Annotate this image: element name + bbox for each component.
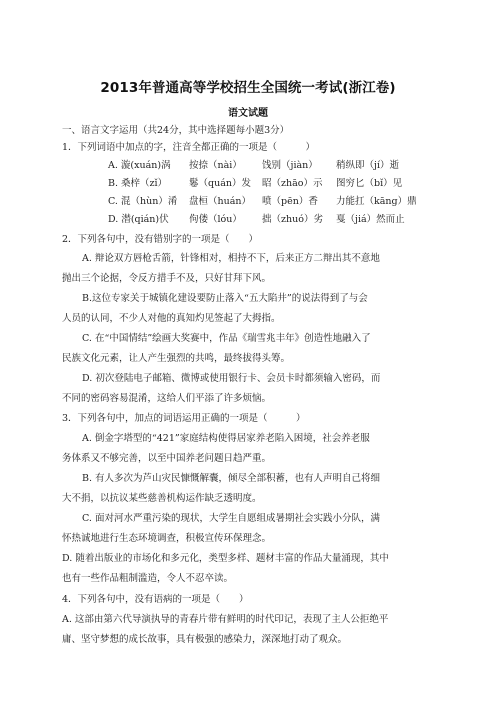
q3-option-b-line2: 大不捐，以抗议某些慈善机构运作缺乏透明度。 bbox=[62, 493, 262, 504]
q2-option-c-line1: C. 在“中国情结”绘画大奖赛中，作品《瑞雪兆丰年》创造性地融入了 bbox=[82, 333, 371, 344]
q2-option-b-line2: 人员的认同，不少人对他的真知灼见签起了大拇指。 bbox=[62, 313, 281, 324]
document-title: 2013年普通高等学校招生全国统一考试(浙江卷) bbox=[100, 80, 396, 96]
q2-option-d-line1: D. 初次登陆电子邮箱、微博或使用银行卡、会员卡时都须输入密码，而 bbox=[82, 373, 381, 384]
q2-option-c-line2: 民族文化元素，让人产生强烈的共鸣，最终拔得头筹。 bbox=[62, 353, 291, 364]
q3-option-d-line2: 也有一些作品粗制滥造，令人不忍卒读。 bbox=[62, 573, 234, 584]
q1-c-word2: 盘桓（huán） bbox=[189, 196, 252, 207]
q3-option-a-line2: 务体系又不够完善，以至中国养老问题日趋严重。 bbox=[62, 453, 272, 464]
q1-b-word2: 鬈（quán）发 bbox=[189, 178, 251, 189]
q1-option-row-a bbox=[0, 159, 496, 173]
q3-option-a-line1: A. 倒金字塔型的“421”家庭结构使得居家养老陷入困境，社会养老服 bbox=[82, 433, 370, 444]
q1-option-row-b bbox=[0, 177, 496, 191]
q1-option-row-d bbox=[0, 213, 496, 227]
q1-c-word4: 力能扛（kāng）鼎 bbox=[336, 196, 417, 207]
q2-option-d-line2: 不同的密码容易混淆，这给人们平添了许多烦恼。 bbox=[62, 393, 272, 404]
q1-b-word3: 昭（zhāo）示 bbox=[262, 178, 323, 189]
question-4-stem: 4．下列各句中，没有语病的一项是（ ） bbox=[62, 594, 249, 605]
document-subtitle: 语文试题 bbox=[228, 108, 268, 119]
q1-d-word2: 佝偻（lóu） bbox=[189, 214, 242, 225]
question-2-stem: 2．下列各句中，没有错别字的一项是（ ） bbox=[62, 234, 259, 245]
q3-option-c-line2: 怀热诚地进行生态环境调查，积极宣传环保理念。 bbox=[62, 533, 272, 544]
q1-d-word3: 拙（zhuó）劣 bbox=[262, 214, 323, 225]
q3-option-b-line1: B. 有人多次为芦山灾民慷慨解囊，倾尽全部积蓄，也有人声明自己将细 bbox=[82, 473, 381, 484]
q2-option-b-line1: B.这位专家关于城镇化建设要防止落入“五大陷井”的说法得到了与会 bbox=[82, 293, 368, 304]
q1-b-word1: B. 桑梓（zǐ） bbox=[108, 178, 168, 189]
q2-option-a-line1: A. 辩论双方唇枪舌箭，针锋相对，相持不下，后来正方二辩出其不意地 bbox=[82, 253, 380, 264]
q1-d-word1: D. 潜(qián)伏 bbox=[108, 214, 169, 225]
q1-a-word2: 按捺（nài） bbox=[189, 160, 242, 171]
q1-b-word4: 图穷匕（bǐ）见 bbox=[336, 178, 403, 189]
q3-option-d-line1: D. 随着出版业的市场化和多元化，类型多样、题材丰富的作品大量涌现，其中 bbox=[62, 553, 389, 564]
q4-option-a-line1: A. 这部由第六代导演执导的青春片带有鲜明的时代印记，表现了主人公拒绝平 bbox=[62, 614, 389, 625]
question-3-stem: 3．下列各句中，加点的词语运用正确的一项是（ ） bbox=[62, 413, 306, 424]
q1-c-word3: 喷（pēn）香 bbox=[262, 196, 318, 207]
section-heading: 一、语言文字运用（共24分，其中选择题每小题3分） bbox=[62, 125, 290, 136]
q4-option-a-line2: 庸、坚守梦想的成长故事，具有极强的感染力，深深地打动了观众。 bbox=[62, 634, 348, 645]
q1-d-word4: 戛（jiá）然而止 bbox=[336, 214, 405, 225]
q1-c-word1: C. 混（hùn）淆 bbox=[108, 196, 178, 207]
q2-option-a-line2: 抛出三个论据，令反方措手不及，只好甘拜下风。 bbox=[62, 273, 272, 284]
q3-option-c-line1: C. 面对河水严重污染的现状，大学生自愿组成暑期社会实践小分队，满 bbox=[82, 513, 380, 524]
q1-a-word4: 稍纵即（jí）逝 bbox=[336, 160, 399, 171]
question-1-stem: 1．下列词语中加点的字，注音全都正确的一项是（ ） bbox=[62, 142, 316, 153]
q1-option-row-c bbox=[0, 195, 496, 209]
q1-a-word1: A. 漩(xuán)涡 bbox=[108, 160, 171, 171]
q1-a-word3: 饯别（jiàn） bbox=[262, 160, 318, 171]
